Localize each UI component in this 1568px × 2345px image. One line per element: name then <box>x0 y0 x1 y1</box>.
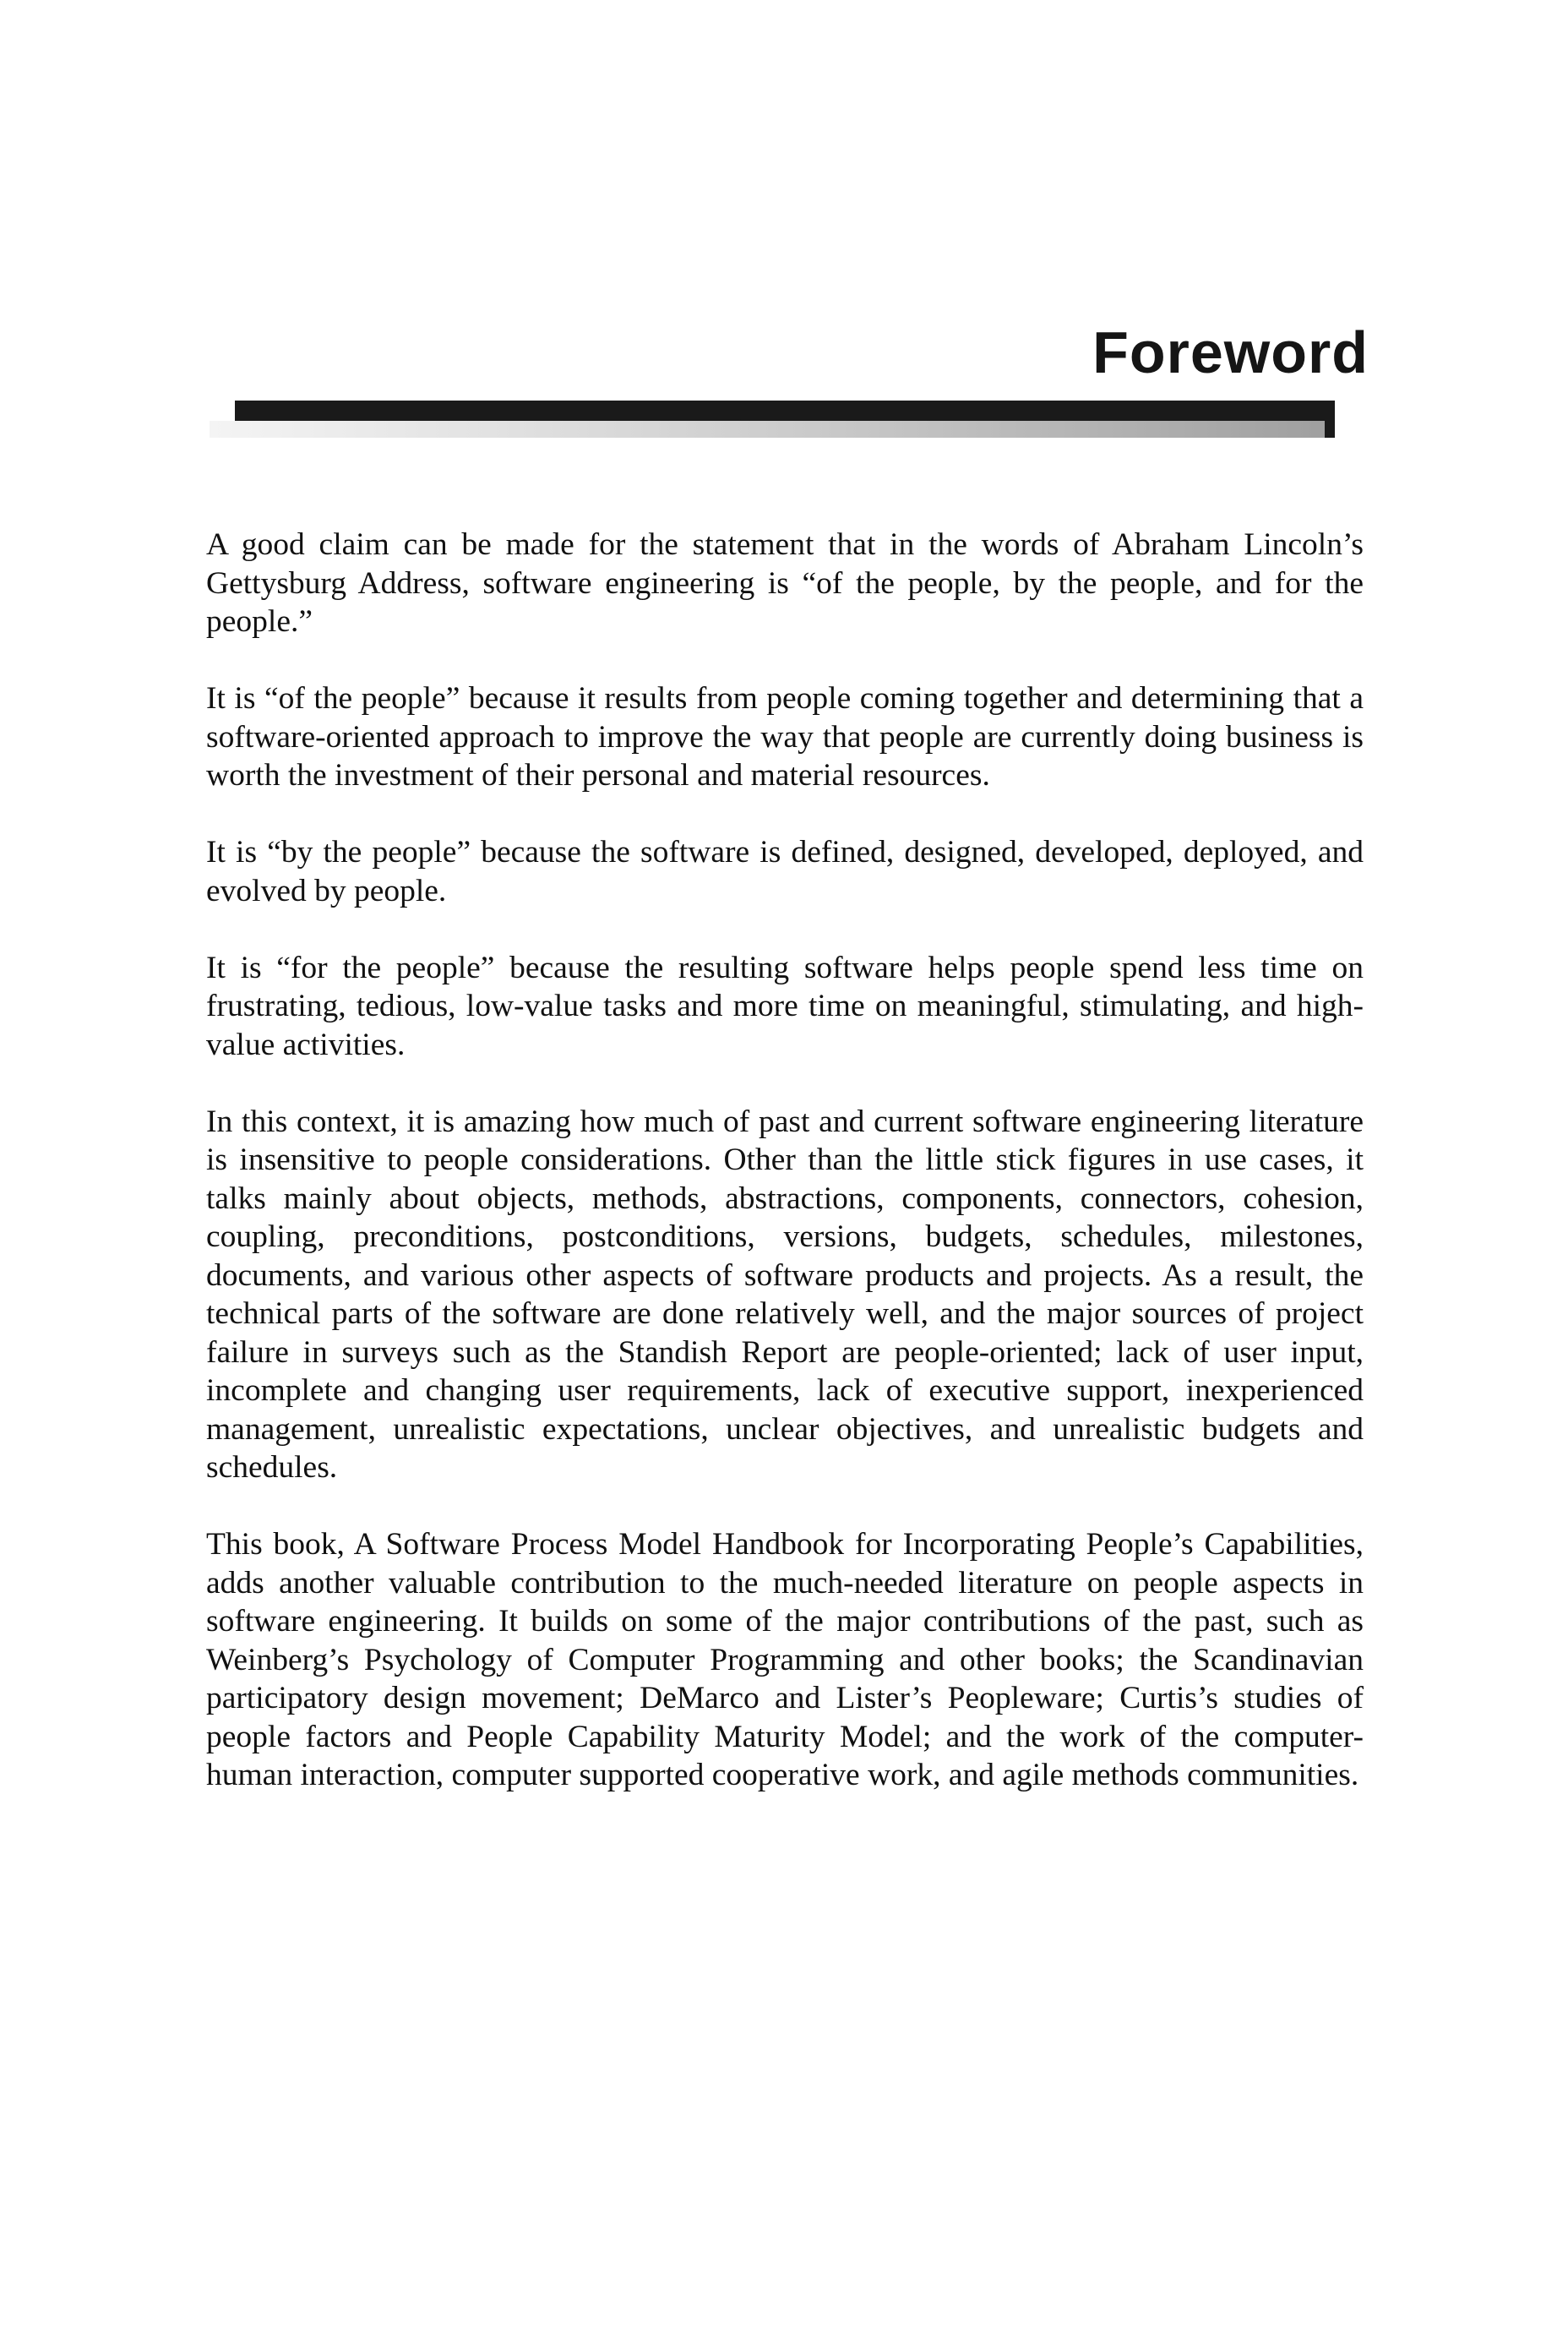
paragraph-2: It is “of the people” because it results from people coming together and determining that a software-oriented approach to improve the way that people are currently doing business is worth the investment of their personal and material resources. <box>206 681 1364 793</box>
paragraph-3: It is “by the people” because the software is defined, designed, developed, deployed, and evolved by people. <box>206 835 1364 908</box>
foreword-body <box>206 526 1364 1833</box>
title-rule-end-tick <box>1325 417 1335 438</box>
paragraph-6: This book, A Software Process Model Handbook for Incorporating People’s Capabilities, adds another valuable contribution to the much-needed literature on people aspects in software engineering. It builds on some of the major contributions of the past, such as Weinberg’s Psychology of Computer Programming and other books; the Scandinavian participatory design movement; DeMarco and Lister’s Peopleware; Curtis’s studies of people factors and People Capability Maturity Model; and the work of the computer-human interaction, computer supported cooperative work, and agile methods communities. <box>206 1527 1364 1792</box>
page-title: Foreword <box>1092 319 1369 385</box>
title-rule-dark-bar <box>235 401 1335 421</box>
paragraph-1: A good claim can be made for the statement that in the words of Abraham Lincoln’s Gettysburg Address, software engineering is “of the people, by the people, and for the people.” <box>206 527 1364 639</box>
title-rule-gradient-bar <box>210 421 1330 438</box>
title-rule <box>235 401 1335 438</box>
paragraph-5: In this context, it is amazing how much of past and current software engineering literature is insensitive to people considerations. Other than the little stick figures in use cases, it talks mainly about objects, methods, abstractions, components, connectors, cohesion, coupling, preconditions, postconditions, versions, budgets, schedules, milestones, documents, and various other aspects of software products and projects. As a result, the technical parts of the software are done relatively well, and the major sources of project failure in surveys such as the Standish Report are people-oriented; lack of user input, incomplete and changing user requirements, lack of executive support, inexperienced management, unrealistic expectations, unclear objectives, and unrealistic budgets and schedules. <box>206 1104 1364 1485</box>
paragraph-4: It is “for the people” because the resulting software helps people spend less time on frustrating, tedious, low-value tasks and more time on meaningful, stimulating, and high-value activities. <box>206 950 1364 1062</box>
